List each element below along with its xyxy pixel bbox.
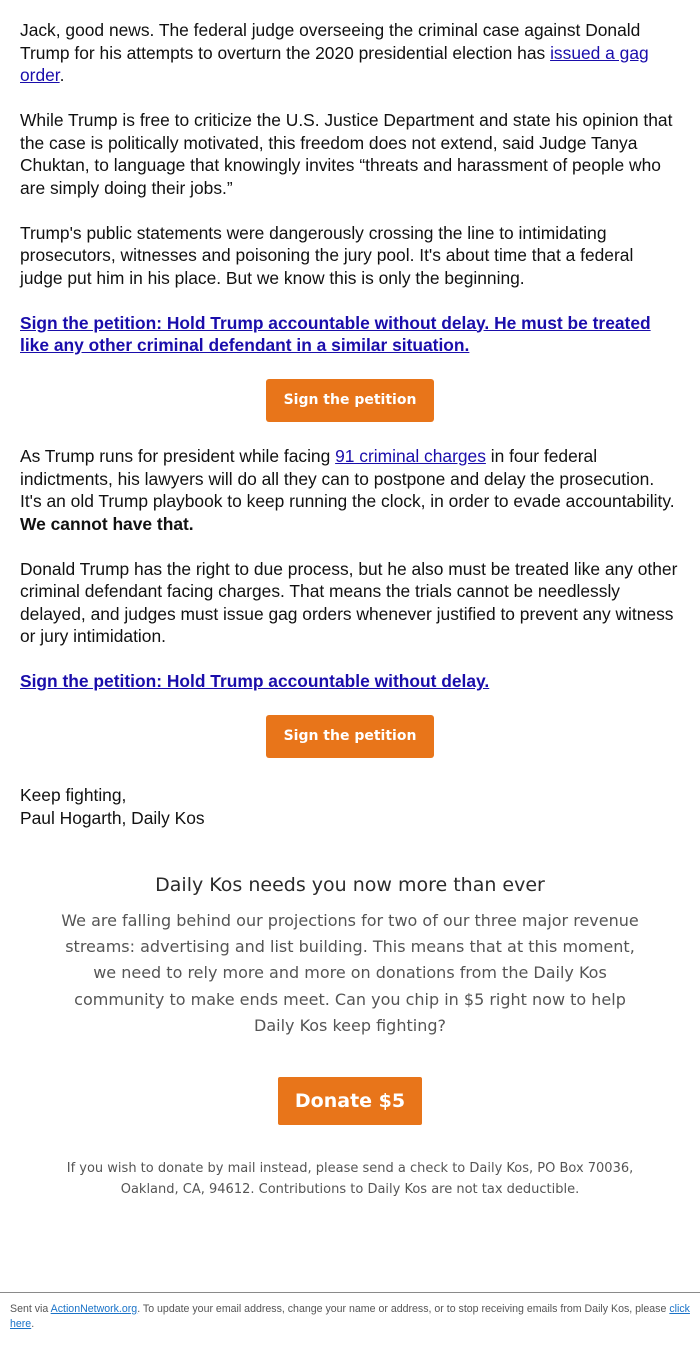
paragraph-statements: Trump's public statements were dangerously crossing the line to intimidating prosecutors, witnesses and poisoning the jury pool. It's about time that a federal judge put him in his place. But we know this is only the beginning.	[20, 222, 634, 288]
mail-donation-note: If you wish to donate by mail instead, please send a check to Daily Kos, PO Box 70036, Oakland, CA, 94612. Contributions to Daily Kos are not tax deductible.	[66, 1161, 634, 1197]
gag-order-link[interactable]: issued a gag order	[20, 42, 649, 85]
footer-text: Sent via	[10, 1303, 51, 1315]
donate-button-row	[0, 1077, 700, 1125]
paragraph-text: As Trump runs for president while facing	[20, 446, 336, 466]
paragraph-due-process: Donald Trump has the right to due process, but he also must be treated like any other criminal defendant facing charges. That means the trials cannot be needlessly delayed, and judges must issue gag orders whenever justified to prevent any witness or jury intimidation.	[20, 558, 678, 646]
paragraph-judge-ruling: While Trump is free to criticize the U.S. Justice Department and state his opinion that the case is politically motivated, this freedom does not extend, said Judge Tanya Chuktan, to language that knowingly invites “threats and harassment of people who are simply doing their jobs.”	[20, 110, 673, 198]
donation-appeal	[60, 870, 640, 1039]
paragraph-criminal-charges	[20, 445, 680, 535]
paragraph-end: .	[59, 65, 65, 85]
donate-button[interactable]: Donate $5	[278, 1077, 422, 1125]
email-body	[20, 19, 680, 829]
petition-button-row-2	[20, 715, 680, 758]
criminal-charges-link[interactable]: 91 criminal charges	[335, 446, 486, 466]
paragraph-text: in four federal indictments, his lawyers will do all they can to postpone and delay the prosecution. It's an old Trump playbook to keep running the clock, in order to evade accountability.	[20, 446, 675, 511]
paragraph-gag-order	[20, 19, 680, 87]
footer-end: .	[31, 1317, 35, 1330]
sign-petition-button-2[interactable]: Sign the petition	[266, 715, 434, 758]
petition-cta-paragraph	[20, 312, 680, 357]
signoff-signature: Paul Hogarth, Daily Kos	[20, 807, 205, 828]
signoff-line: Keep fighting,	[20, 785, 127, 805]
petition-button-row-1	[20, 379, 680, 422]
paragraph-text: Jack, good news. The federal judge overseeing the criminal case against Donald Trump for his attempts to overturn the 2020 presidential election has	[20, 20, 641, 63]
email-footer	[10, 1302, 690, 1331]
appeal-heading: Daily Kos needs you now more than ever	[155, 874, 545, 896]
signoff	[20, 784, 680, 829]
petition-cta-paragraph-2	[20, 670, 680, 693]
bold-statement: We cannot have that.	[20, 513, 194, 534]
unsubscribe-link[interactable]: click here	[10, 1303, 690, 1330]
sign-petition-button-1[interactable]: Sign the petition	[266, 379, 434, 422]
appeal-body: We are falling behind our projections for two of our three major revenue streams: advertising and list building. This means that at this moment, we need to rely more and more on donations from the Daily Kos community to make ends meet. Can you chip in $5 right now to help Daily Kos keep fighting?	[61, 911, 639, 1035]
petition-cta-link-1[interactable]: Sign the petition: Hold Trump accountable without delay. He must be treated like any other criminal defendant in a similar situation.	[20, 312, 651, 355]
footer-text: . To update your email address, change your name or address, or to stop receiving emails from Daily Kos, please	[137, 1303, 670, 1315]
action-network-link[interactable]: ActionNetwork.org	[50, 1303, 138, 1315]
footer-divider	[0, 1292, 700, 1293]
petition-cta-link-2[interactable]: Sign the petition: Hold Trump accountable without delay.	[20, 671, 490, 691]
